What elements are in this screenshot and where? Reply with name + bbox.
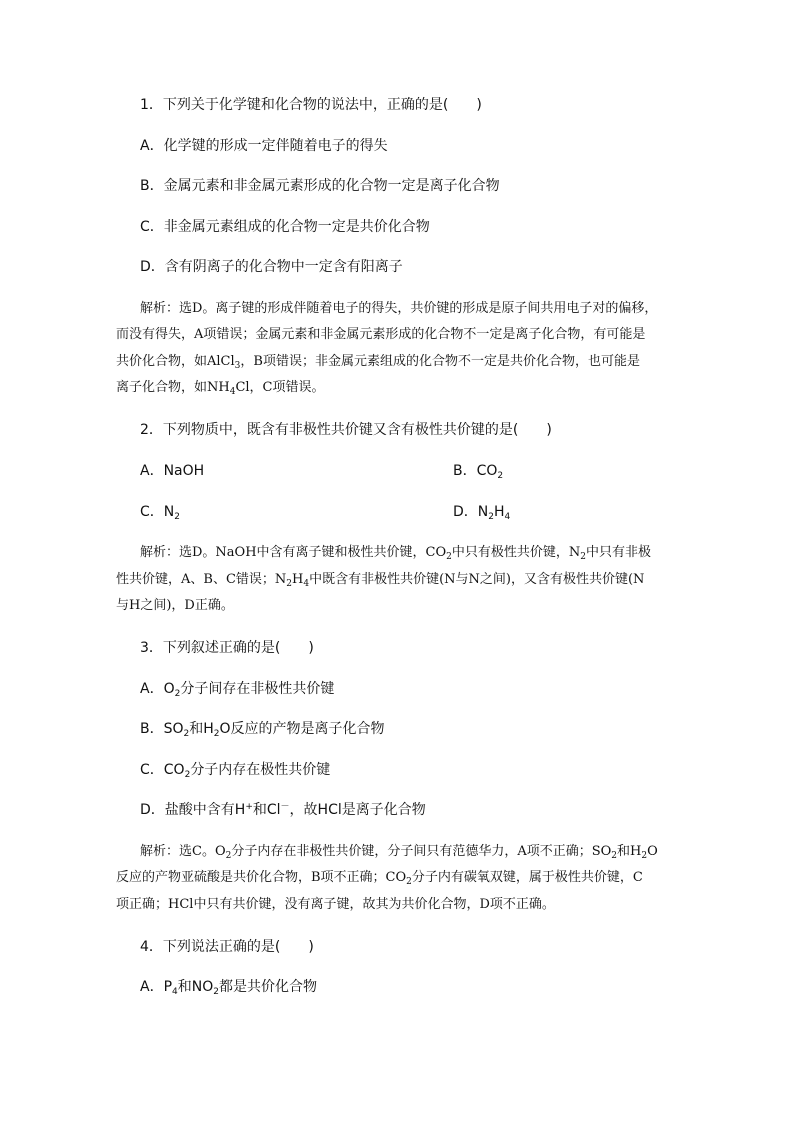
question-2-analysis-line-1: 解析：选D。NaOH中含有离子键和极性共价键，$CO_2$中只有极性共价键，$N_2$中只有非极 (140, 545, 652, 562)
question-3-stem: 3．下列叙述正确的是( ) (140, 640, 314, 656)
question-1-analysis-line-1: 解析：选D。离子键的形成伴随着电子的得失，共价键的形成是原子间共用电子对的偏移， (140, 301, 658, 316)
question-2-analysis-line-2: 性共价键，A、B、C错误；$N_2H_4$中既含有非极性共价键(N与N之间)，又含有极性共价键(N (116, 572, 645, 589)
question-2-option-d: D．$N_2H_4$ (453, 504, 511, 522)
question-2-option-c: C．$N_2$ (140, 504, 180, 522)
question-3-option-d: D．盐酸中含有H+和Cl－，故HCl是离子化合物 (140, 802, 426, 818)
question-1-stem: 1．下列关于化学键和化合物的说法中，正确的是( ) (140, 97, 482, 113)
question-1-option-a: A．化学键的形成一定伴随着电子的得失 (140, 138, 388, 154)
question-4-stem: 4．下列说法正确的是( ) (140, 939, 314, 955)
question-3-option-a: A．$O_2$分子间存在非极性共价键 (140, 681, 335, 699)
question-2-option-b: B．$CO_2$ (453, 463, 504, 481)
question-1-option-b: B．金属元素和非金属元素形成的化合物一定是离子化合物 (140, 178, 500, 194)
question-4-option-a: A．$P_4$和$NO_2$都是共价化合物 (140, 979, 317, 997)
question-2-stem: 2．下列物质中，既含有非极性共价键又含有极性共价键的是( ) (140, 422, 552, 438)
question-1-option-c: C．非金属元素组成的化合物一定是共价化合物 (140, 219, 430, 235)
question-1-option-d: D．含有阴离子的化合物中一定含有阳离子 (140, 259, 403, 275)
question-2-analysis-line-3: 与H之间)，D正确。 (116, 598, 234, 613)
question-3-analysis-line-3: 项正确；HCl中只有共价键，没有离子键，故其为共价化合物，D项不正确。 (116, 897, 555, 912)
question-3-option-b: B．$SO_2$和$H_2O$反应的产物是离子化合物 (140, 721, 385, 739)
question-1-analysis-line-3: 共价化合物，如AlCl$_3$，B项错误；非金属元素组成的化合物不一定是共价化合物，也可能是 (116, 354, 640, 371)
question-1-analysis-line-4: 离子化合物，如$NH_4Cl$，C项错误。 (116, 380, 325, 397)
question-2-option-a: A．NaOH (140, 463, 205, 479)
question-3-analysis-line-2: 反应的产物亚硫酸是共价化合物，B项不正确；$CO_2$分子内有碳氧双键，属于极性共价键，C (116, 870, 643, 887)
question-3-option-c: C．$CO_2$分子内存在极性共价键 (140, 762, 331, 780)
question-1-analysis-line-2: 而没有得失，A项错误；金属元素和非金属元素形成的化合物不一定是离子化合物，有可能是 (116, 327, 646, 342)
question-3-analysis-line-1: 解析：选C。$O_2$分子内存在非极性共价键，分子间只有范德华力，A项不正确；$SO_2$和$H_2O$ (140, 844, 658, 861)
